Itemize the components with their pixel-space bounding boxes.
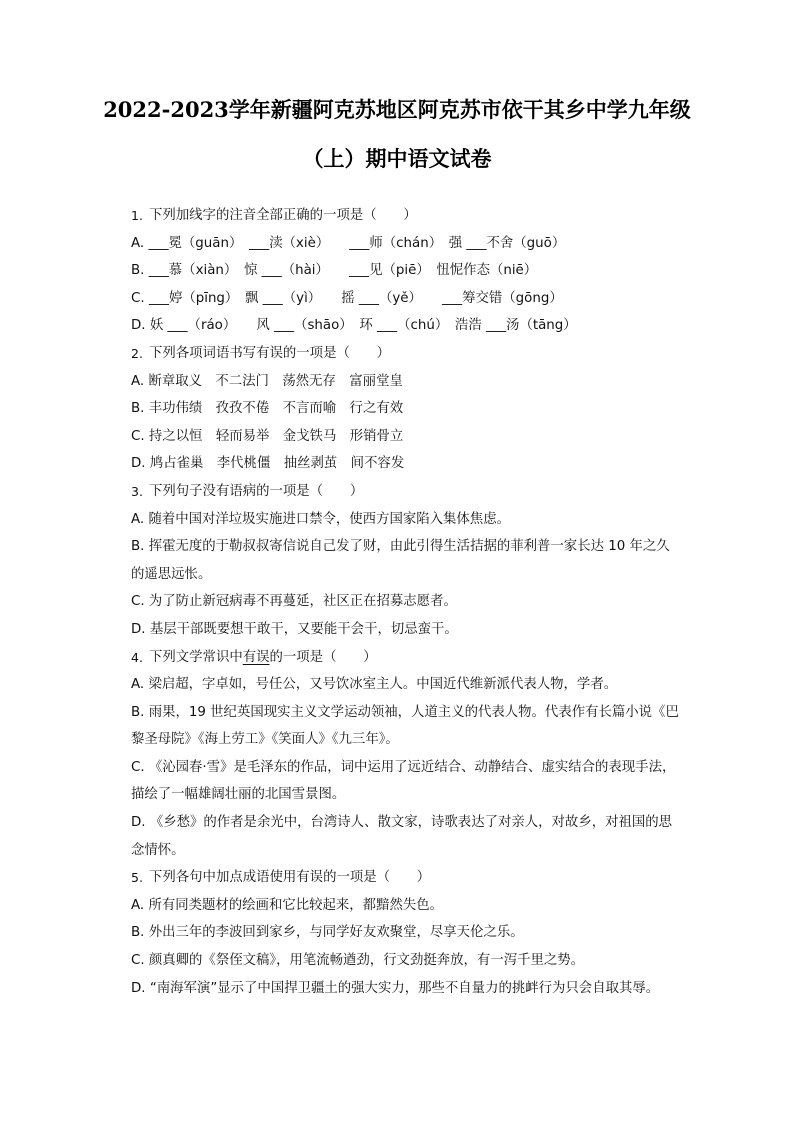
question-5-option-d: D. “南海军演”显示了中国捍卫疆土的强大实力，那些不自量力的挑衅行为只会自取其辱。 [131, 980, 660, 996]
question-4-option-c-cont: 描绘了一幅雄阔壮丽的北国雪景图。 [131, 787, 346, 803]
exam-title-line2: （上）期中语文试卷 [302, 146, 492, 171]
question-text: 下列句子没有语病的一项是（ ） [149, 483, 364, 499]
question-4-option-c: C. 《沁园春·雪》是毛泽东的作品，词中运用了远近结合、动静结合、虚实结合的表现手法， [131, 759, 676, 775]
question-1-option-a: A. ___冕（guān） ___渎（xiè） ___师（chán） 强 ___不舍（guō） [131, 235, 566, 251]
exam-body [131, 202, 711, 1002]
question-3-option-a: A. 随着中国对洋垃圾实施进口禁令，使西方国家陷入集体焦虑。 [131, 511, 510, 527]
question-1-option-b: B. ___慕（xiàn） 惊 ___（hài） ___见（piē） 忸怩作态（niē） [131, 263, 538, 279]
question-3-option-c: C. 为了防止新冠病毒不再蔓延，社区正在招募志愿者。 [131, 594, 457, 610]
question-text-part: 下列文学常识中 [149, 649, 243, 665]
underlined-text: 有误 [242, 649, 270, 665]
question-text: 下列各项词语书写有误的一项是（ ） [149, 345, 391, 361]
question-4-stem [131, 644, 711, 672]
question-5-option-c: C. 颜真卿的《祭侄文稿》，用笔流畅遒劲，行文劲挺奔放，有一泻千里之势。 [131, 953, 585, 969]
question-4-option-b: B. 雨果，19 世纪英国现实主义文学运动领袖，人道主义的代表人物。代表作有长篇小说《巴 [131, 704, 679, 720]
question-3-option-b-cont: 的遥思远怅。 [131, 566, 212, 582]
question-number: 5. [131, 870, 143, 886]
question-1-option-c: C. ___婷（pīng） 飘 ___（yì） 摇 ___（yě） ___筹交错（gōng） [131, 290, 563, 306]
question-2-stem [131, 340, 711, 368]
question-number: 3. [131, 483, 143, 499]
question-5-option-b: B. 外出三年的李波回到家乡，与同学好友欢聚堂，尽享天伦之乐。 [131, 925, 524, 941]
question-1-stem [131, 202, 711, 230]
question-text: 下列加线字的注音全部正确的一项是（ ） [149, 208, 417, 223]
question-number: 4. [131, 649, 143, 665]
question-4-option-d: D. 《乡愁》的作者是余光中，台湾诗人、散文家，诗歌表达了对亲人，对故乡，对祖国的思 [131, 815, 673, 831]
question-4-option-a: A. 梁启超，字卓如，号任公，又号饮冰室主人。中国近代维新派代表人物，学者。 [131, 677, 618, 693]
question-2-option-a: A. 断章取义 不二法门 荡然无存 富丽堂皇 [131, 373, 403, 389]
question-number: 2. [131, 345, 143, 361]
question-3-option-d: D. 基层干部既要想干敢干，又要能干会干，切忌蛮干。 [131, 621, 458, 637]
question-2-option-c: C. 持之以恒 轻而易举 金戈铁马 形销骨立 [131, 428, 404, 444]
question-text: 下列各句中加点成语使用有误的一项是（ ） [149, 870, 431, 886]
question-2-option-d: D. 鸠占雀巢 李代桃僵 抽丝剥茧 间不容发 [131, 456, 405, 472]
question-4-option-b-cont: 黎圣母院》《海上劳工》《笑面人》《九三年》。 [131, 732, 399, 748]
question-1-option-d: D. 妖 ___（ráo） 风 ___（shāo） 环 ___（chú） 浩浩 ___汤（tāng） [131, 318, 577, 334]
question-5-option-a: A. 所有同类题材的绘画和它比较起来，都黯然失色。 [131, 897, 444, 913]
exam-title-line1: 2022-2023学年新疆阿克苏地区阿克苏市依干其乡中学九年级 [103, 97, 691, 122]
question-text-part: 的一项是（ ） [269, 649, 377, 665]
question-text [149, 644, 377, 672]
question-5-stem [131, 864, 711, 892]
question-3-stem [131, 478, 711, 506]
question-2-option-b: B. 丰功伟绩 孜孜不倦 不言而喻 行之有效 [131, 401, 404, 417]
question-4-option-d-cont: 念情怀。 [131, 842, 185, 858]
question-3-option-b: B. 挥霍无度的于勒叔叔寄信说自己发了财，由此引得生活拮据的菲利普一家长达 10 年之久 [131, 539, 670, 555]
question-number: 1. [131, 208, 143, 223]
